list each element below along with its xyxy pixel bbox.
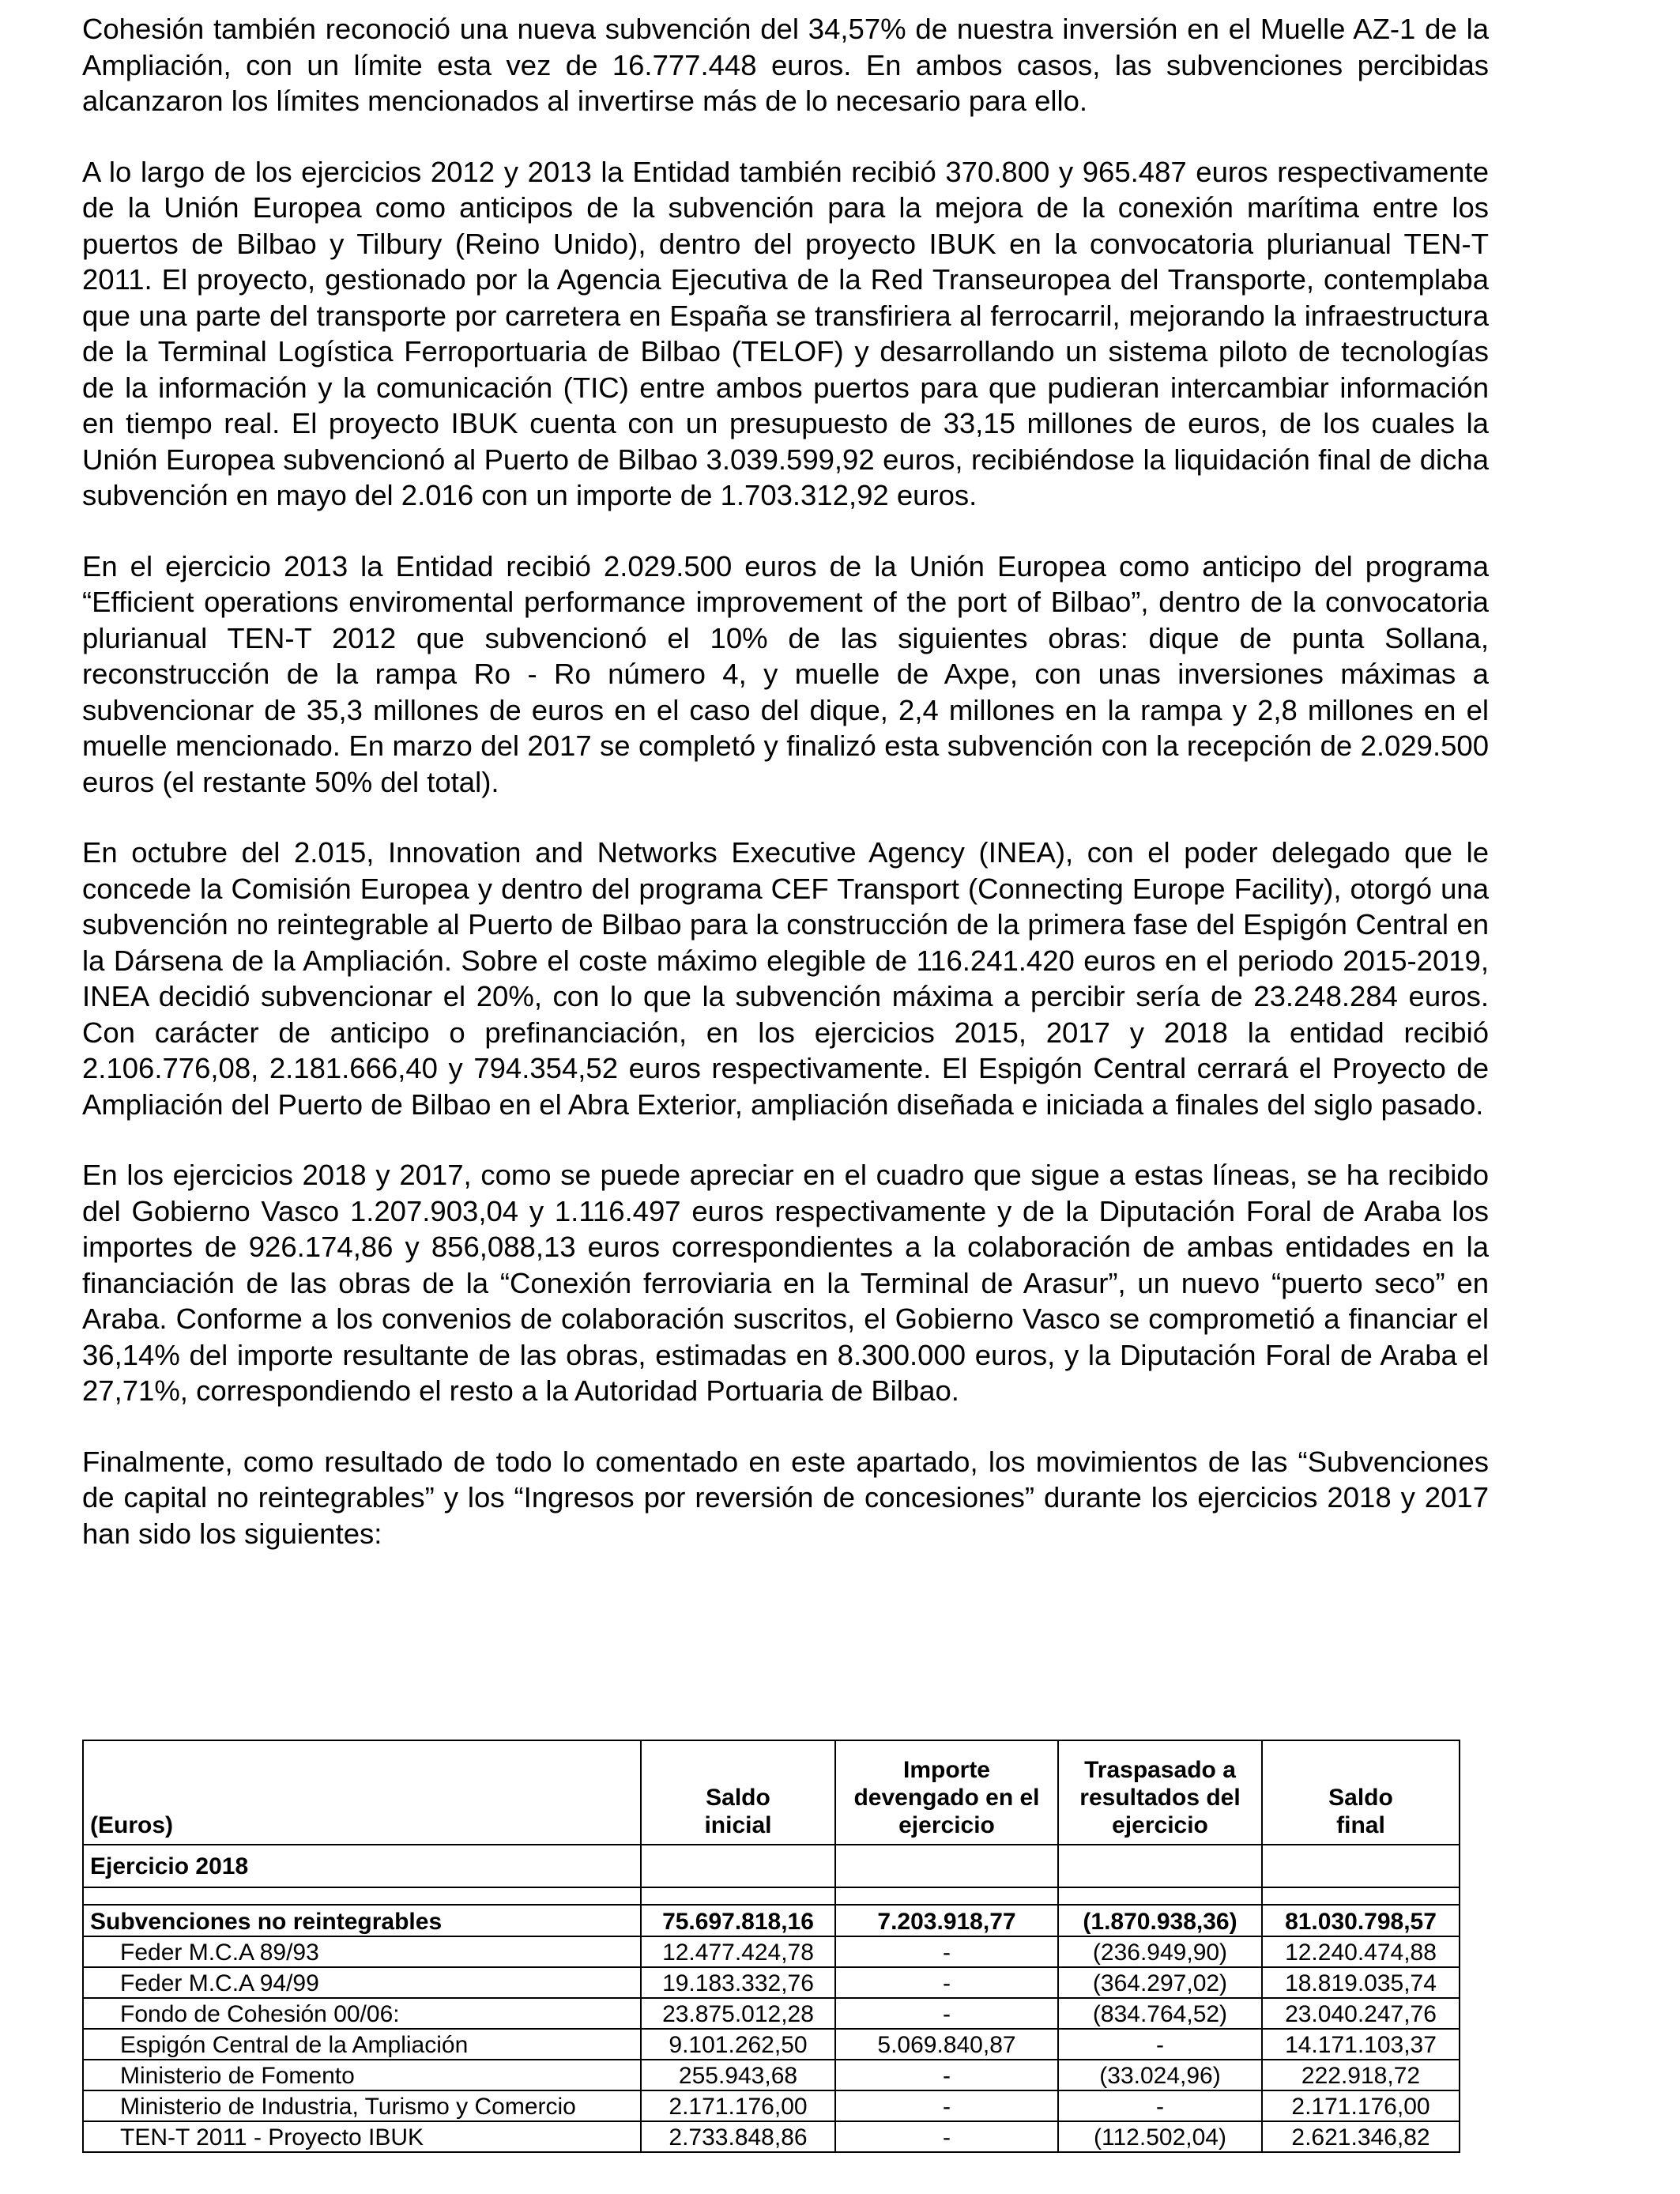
- total-saldo-inicial: 75.697.818,16: [641, 1905, 835, 1936]
- table-row-total: [83, 1905, 1460, 1936]
- table-header-row: [83, 1740, 1460, 1845]
- header-importe-devengado: Importe devengado en el ejercicio: [835, 1740, 1058, 1845]
- subsidies-table: [82, 1740, 1460, 2153]
- document-body: [82, 11, 1489, 1586]
- total-traspasado: (1.870.938,36): [1058, 1905, 1262, 1936]
- table-row: Ministerio de Industria, Turismo y Comercio 2.171.176,00 - - 2.171.176,00: [83, 2090, 1460, 2121]
- year-label: Ejercicio 2018: [83, 1845, 641, 1887]
- table-row: Feder M.C.A 94/99 19.183.332,76 - (364.297,02) 18.819.035,74: [83, 1967, 1460, 1998]
- paragraph-arasur: En los ejercicios 2018 y 2017, como se puede apreciar en el cuadro que sigue a estas líneas, se ha recibido del Gobierno Vasco 1.207.903,04 y 1.116.497 euros respectivamente y de la Diputación Foral de Araba los importes de 926.174,86 y 856,088,13 euros correspondientes a la colaboración de ambas entidades en la financiación de las obras de la “Conexión ferroviaria en la Terminal de Arasur”, un nuevo “puerto seco” en Araba. Conforme a los convenios de colaboración suscritos, el Gobierno Vasco se comprometió a financiar el 36,14% del importe resultante de las obras, estimadas en 8.300.000 euros, y la Diputación Foral de Araba el 27,71%, correspondiendo el resto a la Autoridad Portuaria de Bilbao.: [82, 1159, 1489, 1407]
- total-importe-devengado: 7.203.918,77: [835, 1905, 1058, 1936]
- total-saldo-final: 81.030.798,57: [1262, 1905, 1460, 1936]
- table-row: Ministerio de Fomento 255.943,68 - (33.024,96) 222.918,72: [83, 2060, 1460, 2090]
- table-spacer-row: [83, 1887, 1460, 1905]
- paragraph-cohesion: Cohesión también reconoció una nueva subvención del 34,57% de nuestra inversión en el Muelle AZ-1 de la Ampliación, con un límite esta vez de 16.777.448 euros. En ambos casos, las subvenciones percibidas alcanzaron los límites mencionados al invertirse más de lo necesario para ello.: [82, 13, 1489, 117]
- header-euros: (Euros): [83, 1740, 641, 1845]
- total-label: Subvenciones no reintegrables: [83, 1905, 641, 1936]
- paragraph-ibuk: A lo largo de los ejercicios 2012 y 2013 la Entidad también recibió 370.800 y 965.487 euros respectivamente de la Unión Europea como anticipos de la subvención para la mejora de la conexión marítima entre los puertos de Bilbao y Tilbury (Reino Unido), dentro del proyecto IBUK en la convocatoria plurianual TEN-T 2011. El proyecto, gestionado por la Agencia Ejecutiva de la Red Transeuropea del Transporte, contemplaba que una parte del transporte por carretera en España se transfiriera al ferrocarril, mejorando la infraestructura de la Terminal Logística Ferroportuaria de Bilbao (TELOF) y desarrollando un sistema piloto de tecnologías de la información y la comunicación (TIC) entre ambos puertos para que pudieran intercambiar información en tiempo real. El proyecto IBUK cuenta con un presupuesto de 33,15 millones de euros, de los cuales la Unión Europea subvencionó al Puerto de Bilbao 3.039.599,92 euros, recibiéndose la liquidación final de dicha subvención en mayo del 2.016 con un importe de 1.703.312,92 euros.: [82, 155, 1489, 511]
- table-row: Feder M.C.A 89/93 12.477.424,78 - (236.949,90) 12.240.474,88: [83, 1936, 1460, 1967]
- paragraph-ten-t-2012: En el ejercicio 2013 la Entidad recibió 2.029.500 euros de la Unión Europea como anticipo del programa “Efficient operations enviromental performance improvement of the port of Bilbao”, dentro de la convocatoria plurianual TEN-T 2012 que subvencionó el 10% de las siguientes obras: dique de punta Sollana, reconstrucción de la rampa Ro - Ro número 4, y muelle de Axpe, con unas inversiones máximas a subvencionar de 35,3 millones de euros en el caso del dique, 2,4 millones en la rampa y 2,8 millones en el muelle mencionado. En marzo del 2017 se completó y finalizó esta subvención con la recepción de 2.029.500 euros (el restante 50% del total).: [82, 549, 1489, 798]
- table-row: TEN-T 2011 - Proyecto IBUK 2.733.848,86 - (112.502,04) 2.621.346,82: [83, 2121, 1460, 2152]
- paragraph-inea: En octubre del 2.015, Innovation and Networks Executive Agency (INEA), con el poder delegado que le concede la Comisión Europea y dentro del programa CEF Transport (Connecting Europe Facility), otorgó una subvención no reintegrable al Puerto de Bilbao para la construcción de la primera fase del Espigón Central en la Dársena de la Ampliación. Sobre el coste máximo elegible de 116.241.420 euros en el periodo 2015-2019, INEA decidió subvencionar el 20%, con lo que la subvención máxima a percibir sería de 23.248.284 euros. Con carácter de anticipo o prefinanciación, en los ejercicios 2015, 2017 y 2018 la entidad recibió 2.106.776,08, 2.181.666,40 y 794.354,52 euros respectivamente. El Espigón Central cerrará el Proyecto de Ampliación del Puerto de Bilbao en el Abra Exterior, ampliación diseñada e iniciada a finales del siglo pasado.: [82, 836, 1489, 1121]
- table-row: Fondo de Cohesión 00/06: 23.875.012,28 - (834.764,52) 23.040.247,76: [83, 1998, 1460, 2029]
- table-row: Espigón Central de la Ampliación 9.101.262,50 5.069.840,87 - 14.171.103,37: [83, 2029, 1460, 2060]
- header-saldo-final: Saldo final: [1262, 1740, 1460, 1845]
- header-traspasado: Traspasado a resultados del ejercicio: [1058, 1740, 1262, 1845]
- table-row-year: [83, 1845, 1460, 1887]
- header-saldo-inicial: Saldo inicial: [641, 1740, 835, 1845]
- paragraph-summary: Finalmente, como resultado de todo lo comentado en este apartado, los movimientos de las “Subvenciones de capital no reintegrables” y los “Ingresos por reversión de concesiones” durante los ejercicios 2018 y 2017 han sido los siguientes:: [82, 1445, 1489, 1550]
